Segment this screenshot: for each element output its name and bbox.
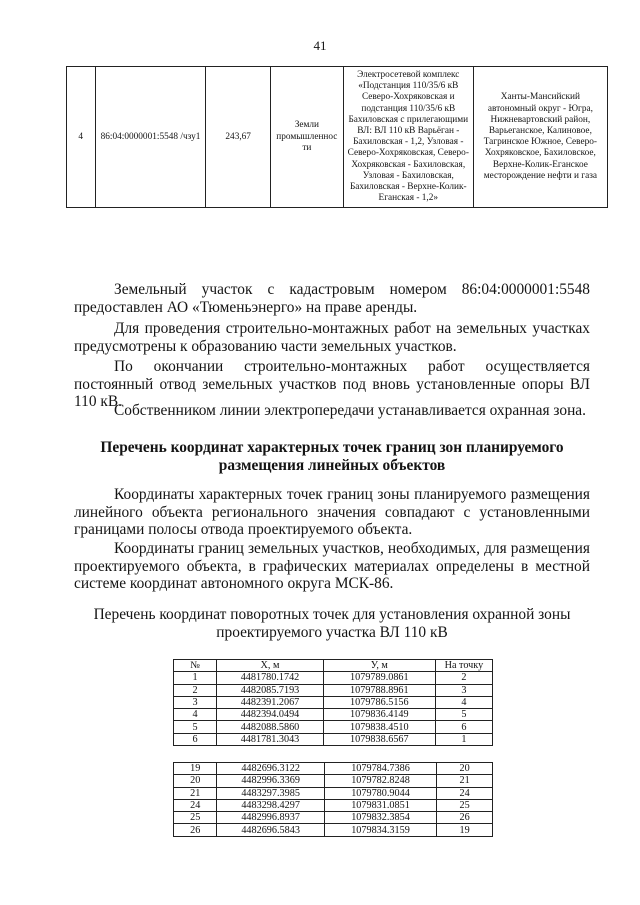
header-to-point: На точку: [435, 660, 492, 672]
next-point: 2: [435, 672, 492, 684]
y-coordinate: 1079832.3854: [324, 812, 437, 824]
y-coordinate: 1079836.4149: [323, 709, 435, 721]
paragraph-lease: Земельный участок с кадастровым номером 86:04:0000001:5548 предоставлен АО «Тюменьэнерго» на праве аренды.: [74, 281, 590, 316]
table-row: [174, 684, 493, 696]
area-value: 243,67: [206, 67, 270, 208]
y-coordinate: 1079786.5156: [323, 696, 435, 708]
header-x: Х, м: [217, 660, 324, 672]
object-description: Электросетевой комплекс «Подстанция 110/35/6 кВ Северо-Хохряковская и подстанция 110/35/6 кВ Бахиловская с прилегающими ВЛ: ВЛ 110 кВ Варьёган - Бахиловская - 1,2, Узловая - Северо-Хохряковская, Северо-Хохряковская - Бахиловская, Узловая - Бахиловская, Бахиловская - Верхне-Колик-Еганская - 1,2»: [343, 67, 473, 208]
point-number: 4: [174, 709, 217, 721]
header-number: №: [174, 660, 217, 672]
next-point: 24: [437, 787, 493, 799]
next-point: 4: [435, 696, 492, 708]
table-row: [174, 709, 493, 721]
y-coordinate: 1079784.7386: [324, 763, 437, 775]
point-number: 2: [174, 684, 217, 696]
next-point: 3: [435, 684, 492, 696]
x-coordinate: 4481781.3043: [217, 733, 324, 745]
paragraph-coordinates: Координаты характерных точек границ зоны планируемого размещения линейного объекта регионального значения совпадают с установленными границами полосы отвода проектируемого объекта.: [74, 486, 590, 539]
next-point: 6: [435, 721, 492, 733]
table-row: [174, 721, 493, 733]
point-number: 20: [174, 775, 217, 787]
next-point: 19: [437, 824, 493, 836]
y-coordinate: 1079834.3159: [324, 824, 437, 836]
next-point: 25: [437, 799, 493, 811]
header-y: У, м: [323, 660, 435, 672]
table-row: [174, 672, 493, 684]
next-point: 21: [437, 775, 493, 787]
next-point: 26: [437, 812, 493, 824]
y-coordinate: 1079780.9044: [324, 787, 437, 799]
coordinates-table-2: [173, 762, 493, 837]
x-coordinate: 4482696.3122: [217, 763, 324, 775]
x-coordinate: 4482391.2067: [217, 696, 324, 708]
point-number: 26: [174, 824, 217, 836]
point-number: 21: [174, 787, 217, 799]
page-number: 41: [313, 38, 327, 53]
section-heading: Перечень координат характерных точек границ зон планируемого размещения линейных объектов: [100, 439, 564, 474]
y-coordinate: 1079789.0861: [323, 672, 435, 684]
x-coordinate: 4482996.3369: [217, 775, 324, 787]
location-description: Ханты-Мансийский автономный округ - Югра, Нижневартовский район, Варьеганское, Калиновое, Тагринское Южное, Северо-Хохряковское, Бахиловское, Верхне-Колик-Еганское месторождение нефти и газа: [473, 67, 607, 208]
point-number: 25: [174, 812, 217, 824]
x-coordinate: 4483297.3985: [217, 787, 324, 799]
cadastral-number: 86:04:0000001:5548 /чзу1: [95, 67, 206, 208]
point-number: 3: [174, 696, 217, 708]
next-point: 5: [435, 709, 492, 721]
x-coordinate: 4481780.1742: [217, 672, 324, 684]
table-row: [174, 775, 493, 787]
next-point: 20: [437, 763, 493, 775]
land-category: Земли промышленнос ти: [270, 67, 343, 208]
x-coordinate: 4482394.0494: [217, 709, 324, 721]
x-coordinate: 4482088.5860: [217, 721, 324, 733]
y-coordinate: 1079782.8248: [324, 775, 437, 787]
point-number: 19: [174, 763, 217, 775]
table-row: [174, 824, 493, 836]
paragraph-coordinate-system: Координаты границ земельных участков, необходимых, для размещения проектируемого объекта, в графических материалах определены в местной системе координат автономного округа МСК-86.: [74, 540, 590, 593]
table-row: [174, 733, 493, 745]
table-row: [174, 696, 493, 708]
point-number: 6: [174, 733, 217, 745]
table-row: [174, 812, 493, 824]
y-coordinate: 1079838.4510: [323, 721, 435, 733]
table-caption: Перечень координат поворотных точек для установления охранной зоны проектируемого участка ВЛ 110 кВ: [93, 606, 571, 641]
x-coordinate: 4482085.7193: [217, 684, 324, 696]
land-plot-table: [66, 66, 608, 208]
table-header-row: [174, 660, 493, 672]
table-row: [174, 787, 493, 799]
point-number: 5: [174, 721, 217, 733]
y-coordinate: 1079831.0851: [324, 799, 437, 811]
table-row: [67, 67, 608, 208]
next-point: 1: [435, 733, 492, 745]
table-row: [174, 763, 493, 775]
coordinates-table-1: [173, 659, 493, 746]
point-number: 1: [174, 672, 217, 684]
table-row: [174, 799, 493, 811]
paragraph-allocation: По окончании строительно-монтажных работ осуществляется постоянный отвод земельных участков под вновь установленные опоры ВЛ 110 кВ.: [74, 358, 590, 411]
x-coordinate: 4482996.8937: [217, 812, 324, 824]
y-coordinate: 1079838.6567: [323, 733, 435, 745]
x-coordinate: 4483298.4297: [217, 799, 324, 811]
x-coordinate: 4482696.5843: [217, 824, 324, 836]
paragraph-owner: Собственником линии электропередачи устанавливается охранная зона.: [114, 402, 586, 419]
row-index: 4: [67, 67, 96, 208]
point-number: 24: [174, 799, 217, 811]
y-coordinate: 1079788.8961: [323, 684, 435, 696]
paragraph-construction: Для проведения строительно-монтажных работ на земельных участках предусмотрены к образованию части земельных участков.: [74, 320, 590, 355]
